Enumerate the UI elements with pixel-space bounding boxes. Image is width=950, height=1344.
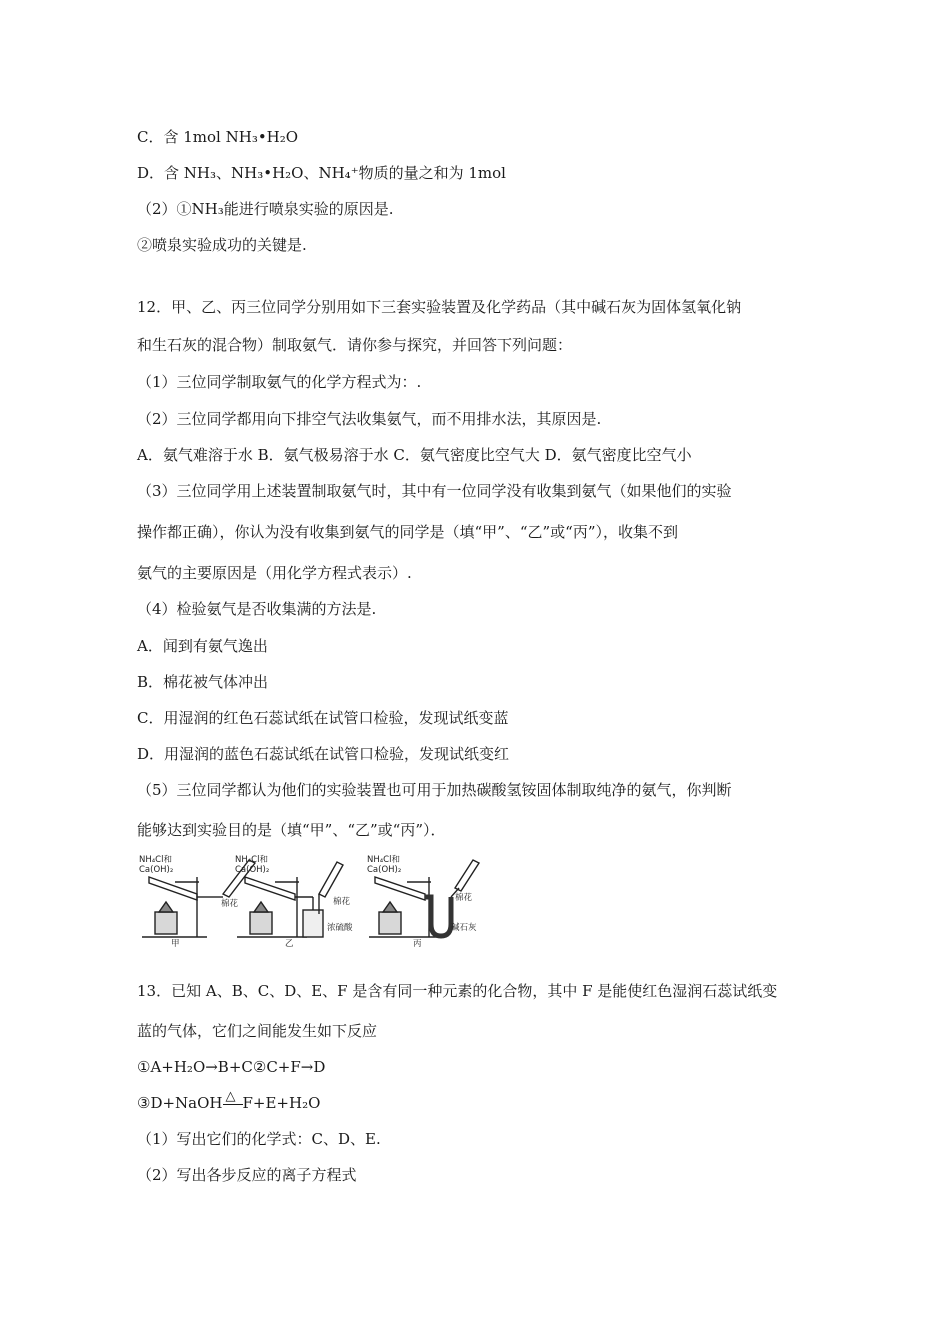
reaction-3-left: ③D+NaOH: [137, 1094, 223, 1112]
bing-reagent-top: NH₄Cl和: [367, 855, 400, 865]
q13-part2: （2）写出各步反应的离子方程式: [137, 1166, 357, 1184]
q12-part4-option-d: D．用湿润的蓝色石蕊试纸在试管口检验，发现试纸变红: [137, 745, 510, 763]
q13-reaction-1: ①A+H₂O→B+C②C+F→D: [137, 1058, 326, 1076]
q12-part4: （4）检验氨气是否收集满的方法是.: [137, 600, 377, 618]
apparatus-figure: [137, 852, 482, 948]
q13-reaction-3: [137, 1089, 321, 1113]
heat-condition: △: [225, 1089, 236, 1104]
label-bing: 丙: [413, 939, 422, 948]
q12-part4-option-b: B．棉花被气体冲出: [137, 673, 269, 691]
bing-reagent-bottom: Ca(OH)₂: [367, 865, 402, 875]
label-yi: 乙: [285, 939, 294, 948]
q11-part2-reason: （2）①NH₃能进行喷泉实验的原因是.: [137, 200, 394, 218]
q12-part3-line3: 氨气的主要原因是（用化学方程式表示）.: [137, 564, 412, 582]
q12-part4-option-a: A．闻到有氨气逸出: [137, 637, 268, 655]
label-jia: 甲: [171, 939, 180, 948]
yi-cotton-label: 棉花: [333, 897, 351, 907]
reaction-3-right: F+E+H₂O: [242, 1094, 321, 1112]
q11-part2-key: ②喷泉实验成功的关键是.: [137, 236, 307, 254]
bing-cotton-label: 棉花: [455, 893, 473, 903]
q12-part3-line1: （3）三位同学用上述装置制取氨气时，其中有一位同学没有收集到氨气（如果他们的实验: [137, 482, 732, 500]
q12-stem-line2: 和生石灰的混合物）制取氨气．请你参与探究，并回答下列问题：: [137, 336, 573, 354]
q11-option-d: D．含 NH₃、NH₃•H₂O、NH₄⁺物质的量之和为 1mol: [137, 164, 506, 182]
bing-soda-lime-label: 碱石灰: [451, 923, 477, 933]
jia-reagent-bottom: Ca(OH)₂: [139, 865, 174, 875]
q12-part4-option-c: C．用湿润的红色石蕊试纸在试管口检验，发现试纸变蓝: [137, 709, 509, 727]
q12-stem-line1: 12．甲、乙、丙三位同学分别用如下三套实验装置及化学药品（其中碱石灰为固体氢氧化钠: [137, 298, 742, 316]
yi-acid-label: 浓硫酸: [327, 923, 353, 933]
heat-arrow: [223, 1089, 243, 1113]
q13-stem-line1: 13．已知 A、B、C、D、E、F 是含有同一种元素的化合物，其中 F 是能使红色湿润石蕊试纸变: [137, 982, 778, 1000]
q12-part3-line2: 操作都正确），你认为没有收集到氨气的同学是（填“甲”、“乙”或“丙”），收集不到: [137, 523, 679, 541]
q12-part2-options: A．氨气难溶于水 B．氨气极易溶于水 C．氨气密度比空气大 D．氨气密度比空气小: [137, 446, 692, 464]
jia-reagent-top: NH₄Cl和: [139, 855, 172, 865]
q12-part2: （2）三位同学都用向下排空气法收集氨气，而不用排水法，其原因是.: [137, 410, 602, 428]
yi-reagent-top: NH₄Cl和: [235, 855, 268, 865]
q12-part5-line2: 能够达到实验目的是（填“甲”、“乙”或“丙”）．: [137, 821, 446, 839]
yi-reagent-bottom: Ca(OH)₂: [235, 865, 270, 875]
jia-cotton-label: 棉花: [221, 899, 239, 909]
q11-option-c: C．含 1mol NH₃•H₂O: [137, 128, 299, 146]
q13-part1: （1）写出它们的化学式：C、D、E.: [137, 1130, 381, 1148]
q12-part1: （1）三位同学制取氨气的化学方程式为：.: [137, 373, 422, 391]
q12-part5-line1: （5）三位同学都认为他们的实验装置也可用于加热碳酸氢铵固体制取纯净的氨气，你判断: [137, 781, 732, 799]
q13-stem-line2: 蓝的气体，它们之间能发生如下反应: [137, 1022, 378, 1040]
